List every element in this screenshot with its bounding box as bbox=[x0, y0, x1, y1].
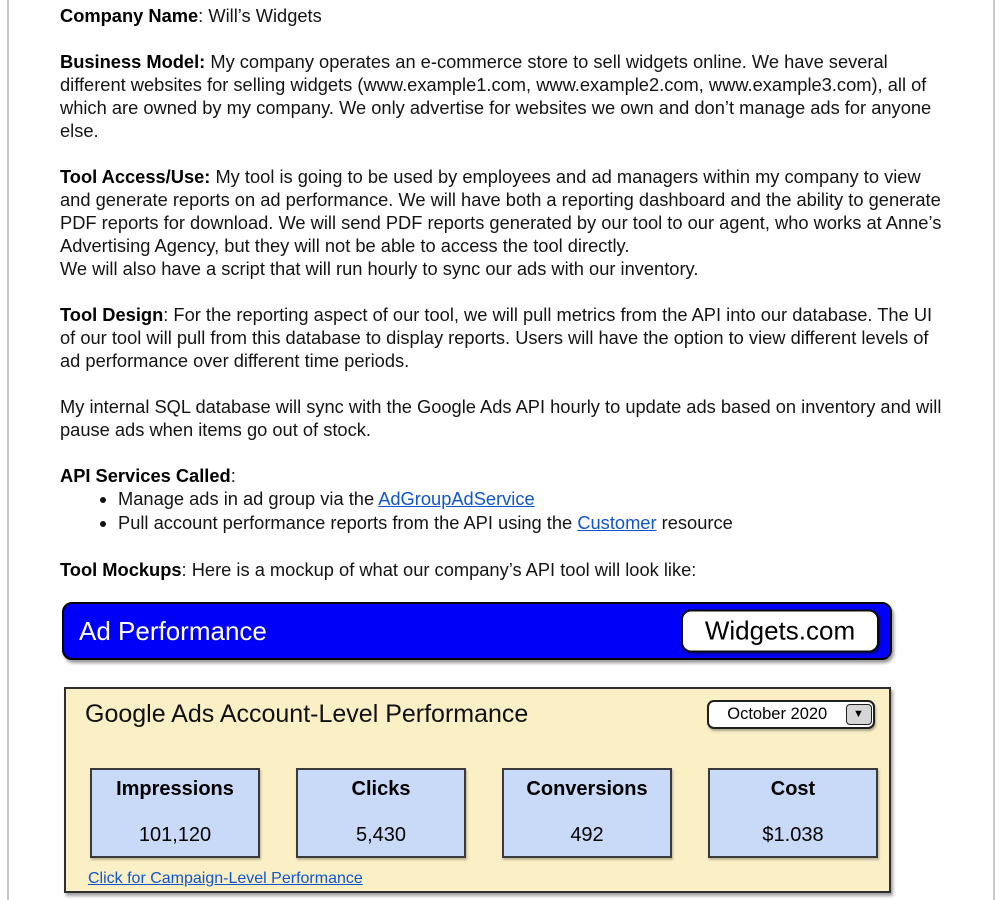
metric-value: $1.038 bbox=[762, 824, 824, 846]
metric-value: 492 bbox=[570, 824, 604, 846]
tool-design-text: : For the reporting aspect of our tool, we will pull metrics from the API into our database. The UI of our tool will pull from this database to display reports. Users will have the option to view different levels of ad performance over different time periods. bbox=[60, 304, 933, 371]
mockup-header-bar bbox=[62, 602, 892, 660]
tool-access-text: My tool is going to be used by employees and ad managers within my company to view and generate reports on ad performance. We will have both a reporting dashboard and the ability to generate PDF reports for download. We will send PDF reports generated by our tool to our agent, who works at Anne’s Advertising Agency, but they will not be able to access the tool directly. bbox=[60, 166, 942, 256]
metric-card-impressions bbox=[90, 768, 260, 858]
bullet-text: Pull account performance reports from the API using the bbox=[118, 512, 578, 533]
api-service-list bbox=[60, 487, 944, 535]
tool-mockups-paragraph bbox=[60, 558, 944, 581]
widgets-site-button[interactable]: Widgets.com bbox=[681, 610, 879, 653]
api-services-label: API Services Called bbox=[60, 465, 231, 486]
metric-card-conversions bbox=[502, 768, 672, 858]
panel-title: Google Ads Account-Level Performance bbox=[85, 700, 529, 728]
tool-access-line2: We will also have a script that will run hourly to sync our ads with our inventory. bbox=[60, 258, 699, 279]
metric-label: Cost bbox=[770, 778, 816, 800]
tool-access-paragraph bbox=[60, 165, 944, 280]
month-dropdown-value[interactable]: October 2020 bbox=[727, 705, 828, 723]
document-body bbox=[60, 4, 944, 581]
api-service-item-customer bbox=[118, 511, 944, 535]
metric-label: Conversions bbox=[526, 778, 648, 800]
dropdown-arrow-button[interactable] bbox=[846, 704, 872, 725]
sql-sync-paragraph bbox=[60, 395, 944, 441]
month-dropdown[interactable] bbox=[707, 700, 875, 729]
api-services-heading bbox=[60, 464, 944, 487]
page-edge-left bbox=[7, 0, 9, 900]
campaign-level-link[interactable]: Click for Campaign-Level Performance bbox=[88, 870, 363, 887]
company-name-line bbox=[60, 4, 944, 27]
company-name-label: Company Name bbox=[60, 5, 199, 26]
bullet-text: resource bbox=[656, 512, 733, 533]
api-service-item-adgroupad bbox=[118, 487, 944, 511]
business-model-label: Business Model: bbox=[60, 51, 206, 72]
tool-mockups-text: : Here is a mockup of what our company’s API tool will look like: bbox=[181, 559, 697, 580]
mockup-panel bbox=[64, 687, 891, 893]
metric-label: Clicks bbox=[351, 778, 411, 800]
adgroupadservice-link[interactable]: AdGroupAdService bbox=[378, 488, 535, 509]
customer-link[interactable]: Customer bbox=[577, 512, 657, 533]
metric-card-clicks bbox=[296, 768, 466, 858]
page-edge-right bbox=[993, 0, 995, 900]
tool-design-label: Tool Design bbox=[60, 304, 164, 325]
tool-mockups-label: Tool Mockups bbox=[60, 559, 182, 580]
tool-design-paragraph bbox=[60, 303, 944, 372]
business-model-paragraph bbox=[60, 50, 944, 142]
metric-label: Impressions bbox=[116, 778, 234, 800]
metric-value: 5,430 bbox=[355, 824, 407, 846]
mockup-header-title: Ad Performance bbox=[79, 615, 267, 646]
api-services-colon: : bbox=[230, 465, 236, 486]
bullet-text: Manage ads in ad group via the bbox=[118, 488, 379, 509]
chevron-down-icon: ▼ bbox=[853, 708, 864, 720]
sql-sync-text: My internal SQL database will sync with the Google Ads API hourly to update ads based on inventory and will pause ads when items go out of stock. bbox=[60, 396, 942, 440]
metric-cards-row bbox=[90, 768, 878, 858]
tool-access-label: Tool Access/Use: bbox=[60, 166, 211, 187]
company-name-value: : Will’s Widgets bbox=[198, 5, 322, 26]
metric-card-cost bbox=[708, 768, 878, 858]
metric-value: 101,120 bbox=[138, 824, 212, 846]
business-model-text: My company operates an e-commerce store to sell widgets online. We have several different websites for selling widgets (www.example1.com, www.example2.com, www.example3.com), all of which are owned by my company. We only advertise for websites we own and don’t manage ads for anyone else. bbox=[60, 51, 932, 141]
